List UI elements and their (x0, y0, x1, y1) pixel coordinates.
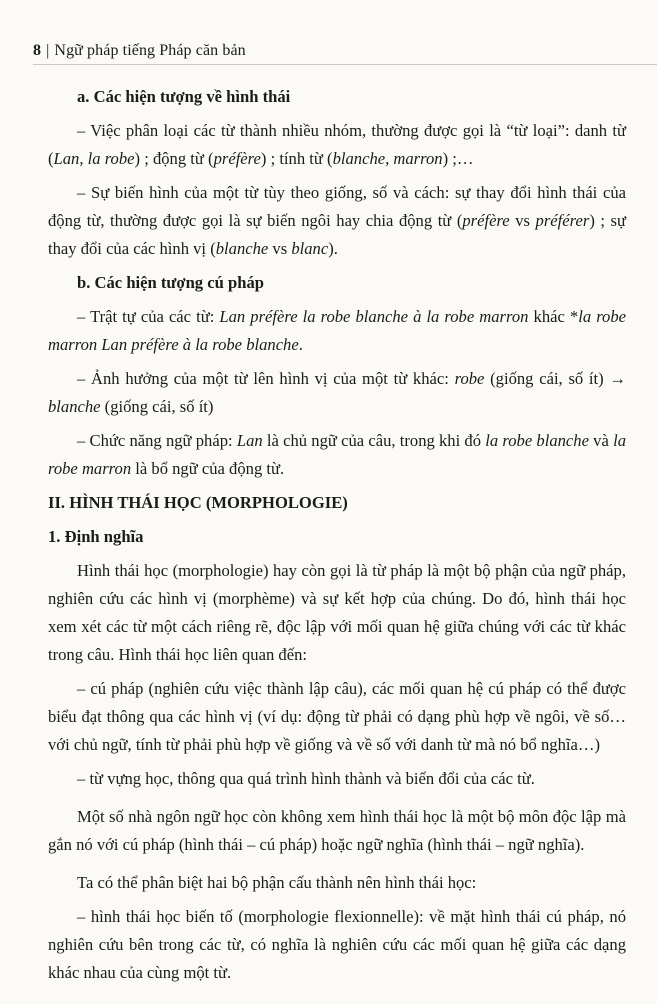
paragraph: Một số nhà ngôn ngữ học còn không xem hình thái học là một bộ môn độc lập mà gắn nó với cú pháp (hình thái – cú pháp) hoặc ngữ nghĩa (hình thái – ngữ nghĩa). (48, 807, 626, 854)
book-title: Ngữ pháp tiếng Pháp căn bản (54, 42, 246, 59)
paragraph: – Việc phân loại các từ thành nhiều nhóm, thường được gọi là “từ loại”: danh từ (Lan, la robe) ; động từ (préfère) ; tính từ (blanche, marron) ;… (48, 121, 626, 168)
section-ii-heading: II. HÌNH THÁI HỌC (MORPHOLOGIE) (48, 493, 348, 512)
paragraph: – Chức năng ngữ pháp: Lan là chủ ngữ của câu, trong khi đó la robe blanche và la robe marron là bổ ngữ của động từ. (48, 431, 626, 478)
paragraph: – Ảnh hưởng của một từ lên hình vị của một từ khác: robe (giống cái, số ít) → blanche (giống cái, số ít) (48, 369, 627, 416)
page-body (48, 83, 626, 987)
paragraph: – từ vựng học, thông qua quá trình hình thành và biến đổi của các từ. (77, 769, 535, 788)
paragraph: – hình thái học biến tố (morphologie flexionnelle): về mặt hình thái cú pháp, nó nghiên cứu bên trong các từ, có nghĩa là nghiên cứu các mối quan hệ giữa các dạng khác nhau của cùng một từ. (48, 907, 626, 982)
section-a-heading: a. Các hiện tượng về hình thái (77, 87, 291, 106)
paragraph: Ta có thể phân biệt hai bộ phận cấu thành nên hình thái học: (77, 873, 477, 892)
header-separator: | (46, 42, 50, 59)
section-b-heading: b. Các hiện tượng cú pháp (77, 273, 264, 292)
header-rule (33, 64, 657, 65)
paragraph: Hình thái học (morphologie) hay còn gọi là từ pháp là một bộ phận của ngữ pháp, nghiên cứu các hình vị (morphème) và sự kết hợp của chúng. Do đó, hình thái học xem xét các từ một cách riêng rẽ, độc lập với mối quan hệ giữa chúng với các từ khác trong câu. Hình thái học liên quan đến: (48, 561, 626, 664)
definition-subheading: 1. Định nghĩa (48, 527, 144, 546)
paragraph: – Sự biến hình của một từ tùy theo giống, số và cách: sự thay đổi hình thái của động từ, thường được gọi là sự biến ngôi hay chia động từ (préfère vs préférer) ; sự thay đổi của các hình vị (blanche vs blanc). (48, 183, 626, 258)
paragraph: – cú pháp (nghiên cứu việc thành lập câu), các mối quan hệ cú pháp có thể được biểu đạt thông qua các hình vị (ví dụ: động từ phải có dạng phù hợp về ngôi, về số… với chủ ngữ, tính từ phải phù hợp về giống và về số với danh từ mà nó bổ nghĩa…) (48, 679, 626, 754)
paragraph: – Trật tự của các từ: Lan préfère la robe blanche à la robe marron khác *la robe marron Lan préfère à la robe blanche. (48, 307, 627, 354)
running-header (33, 42, 246, 60)
page-number: 8 (33, 42, 42, 59)
